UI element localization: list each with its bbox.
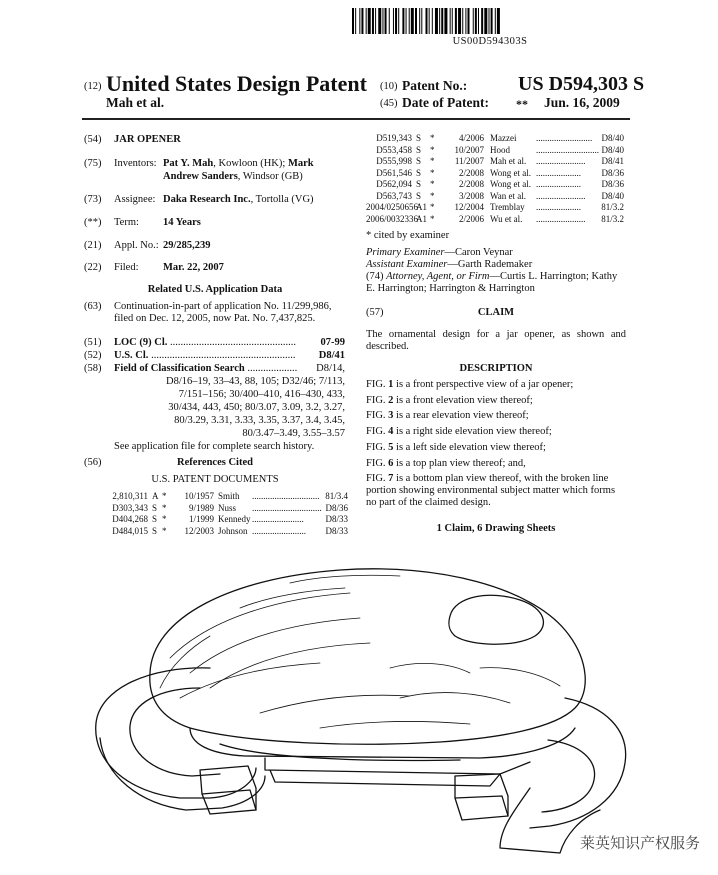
appl-no-label: Appl. No.: (114, 240, 159, 251)
right-ref-star: * (430, 144, 435, 155)
right-ref-date: 2/2006 (458, 213, 484, 224)
assistant-examiner-label: Assistant Examiner (366, 259, 448, 270)
right-ref-name: Wong et al. (490, 167, 532, 178)
fig-description-6 (366, 457, 526, 470)
fig-7-line-2: portion showing environmental subject matter which forms (366, 485, 616, 496)
right-ref-date: 3/2008 (458, 190, 484, 201)
right-ref-cls: 81/3.2 (601, 213, 624, 224)
inventors-line-1 (163, 157, 314, 170)
left-ref-name: Nuss (218, 502, 237, 513)
right-ref-kind: A1 (416, 213, 427, 224)
right-ref-dots: ......................... (536, 133, 593, 143)
left-ref-dots: ....................... (252, 514, 304, 524)
inventors-short: Mah et al. (106, 95, 165, 110)
field-58-code: (58) (84, 363, 102, 374)
fig-post: is a front perspective view of a jar opener; (393, 379, 574, 390)
attorney-line-2: E. Harrington; Harrington & Harrington (366, 283, 535, 294)
right-ref-cls: D8/40 (601, 190, 624, 201)
right-ref-date: 10/2007 (454, 144, 484, 155)
field-57-code: (57) (366, 307, 384, 318)
header-rule (82, 118, 630, 120)
body-dome (150, 569, 585, 744)
right-handle-inner (542, 740, 595, 812)
right-ref-dots: .................... (536, 179, 581, 189)
inventor-2-first-name: Mark (287, 158, 314, 169)
fig-pre: FIG. (366, 457, 389, 469)
fig-description-1 (366, 378, 573, 391)
title-jar-opener: JAR OPENER (114, 134, 181, 145)
watermark-text: 莱英知识产权服务 (579, 834, 700, 852)
right-ref-star: * (430, 213, 435, 224)
fig-description-4 (366, 425, 552, 438)
left-ref-cls: D8/33 (325, 525, 348, 536)
right-ref-kind: A1 (416, 202, 427, 212)
field-21-code: (21) (84, 240, 102, 251)
right-ref-dots: ...................... (536, 190, 586, 201)
continuation-line-1: Continuation-in-part of application No. 11/299,986, (114, 301, 332, 312)
fig-pre: FIG. (366, 441, 389, 453)
barcode-number: US00D594303S (452, 36, 528, 47)
left-ref-no: D303,343 (112, 502, 148, 513)
field-search-line-4: 80/3.29, 3.31, 3.33, 3.35, 3.37, 3.4, 3.45, (174, 415, 345, 426)
left-ref-cls: D8/36 (325, 502, 348, 513)
right-ref-star: * (430, 167, 435, 178)
left-ref-star: * (162, 502, 167, 513)
date-label: Date of Patent: (402, 95, 489, 110)
right-ref-no: D519,343 (376, 133, 412, 143)
patent-date: Jun. 16, 2009 (544, 95, 620, 110)
loc-value: 07-99 (320, 337, 345, 348)
left-ref-name: Johnson (218, 525, 248, 536)
right-ref-kind: S (416, 133, 422, 143)
left-ref-kind: S (152, 525, 158, 536)
right-ref-kind: S (416, 144, 422, 155)
fig-post: is a top plan view thereof; and, (393, 457, 526, 469)
field-56-code: (56) (84, 457, 102, 468)
attorney-code: (74) (366, 271, 384, 282)
right-ref-date: 2/2008 (458, 167, 484, 178)
barcode (352, 8, 628, 34)
fig-description-3 (366, 409, 529, 422)
us-cl-label: U.S. Cl. (114, 350, 149, 361)
right-ref-no: D563,743 (376, 190, 412, 201)
dome-shading-lines (160, 575, 560, 728)
term-value: 14 Years (163, 217, 201, 228)
references-heading: References Cited (177, 457, 253, 468)
right-ref-no: 2006/0032336 (366, 213, 419, 224)
claim-text-line-1: The ornamental design for a jar opener, as shown and (366, 329, 626, 340)
right-ref-star: * (430, 156, 435, 166)
left-ref-kind: S (152, 502, 158, 513)
fig-7-prefix: FIG. (366, 473, 389, 484)
left-ref-dots: ............................... (252, 502, 322, 513)
code-10: (10) (380, 81, 398, 92)
loc-dots: ................................................ (170, 337, 296, 348)
fig-description-5 (366, 441, 546, 454)
fig-pre: FIG. (366, 410, 389, 422)
claim-text-line-2: described. (366, 341, 409, 352)
right-ref-kind: S (416, 156, 422, 166)
right-ref-date: 4/2006 (458, 133, 484, 143)
left-ref-date: 12/2003 (184, 525, 214, 536)
fig-n: 4 (388, 426, 394, 438)
left-ref-cls: D8/33 (325, 514, 348, 524)
loc-label: LOC (9) Cl. (114, 337, 168, 348)
patent-type-title: United States Design Patent (106, 71, 367, 96)
left-ref-dots: .............................. (252, 491, 320, 501)
right-ref-dots: ...................... (536, 156, 586, 166)
field-search-label: Field of Classification Search (114, 363, 245, 374)
claim-heading: CLAIM (477, 307, 515, 318)
left-ref-cls: 81/3.4 (325, 491, 348, 501)
search-history-note: See application file for complete search history. (114, 441, 315, 452)
field-75-code: (75) (84, 158, 102, 169)
right-ref-cls: D8/36 (601, 167, 624, 178)
fig-pre: FIG. (366, 379, 389, 390)
right-ref-name: Wong et al. (490, 179, 532, 189)
us-cl-dots: ....................................................... (151, 350, 296, 361)
right-ref-name: Wan et al. (490, 190, 527, 201)
right-ref-kind: S (416, 167, 422, 178)
us-patent-documents-heading: U.S. PATENT DOCUMENTS (151, 474, 279, 485)
assignee-label: Assignee: (114, 194, 156, 205)
right-ref-date: 11/2007 (454, 156, 484, 166)
fig-7-line-3: no part of the claimed design. (366, 497, 491, 508)
field-search-line-1: D8/16–19, 33–43, 88, 105; D32/46; 7/113, (166, 376, 345, 387)
field-of-search (114, 362, 345, 375)
right-ref-name: Mazzei (490, 133, 517, 143)
right-ref-name: Wu et al. (490, 213, 523, 224)
fig-n: 5 (388, 441, 394, 453)
code-45: (45) (380, 98, 398, 109)
right-ref-no: D553,458 (376, 144, 412, 155)
assignee-location: , Tortolla (VG) (250, 194, 314, 205)
field-73-code: (73) (84, 194, 102, 205)
right-ref-dots: ...................... (536, 213, 586, 224)
right-ref-star: * (430, 133, 435, 143)
field-search-line-2: 7/151–156; 30/400–410, 416–430, 433, (178, 389, 345, 400)
assignee-name: Daka Research Inc. (163, 194, 251, 205)
left-ref-no: D484,015 (112, 525, 148, 536)
fig-pre: FIG. (366, 426, 389, 438)
fig-n: 1 (388, 379, 394, 390)
right-ref-no: 2004/0250656 (366, 202, 419, 212)
field-54-code: (54) (84, 134, 102, 145)
fig-n: 3 (388, 410, 394, 422)
inventor-1-name: Pat Y. Mah (163, 158, 214, 169)
fig-post: is a rear elevation view thereof; (393, 410, 529, 422)
fig-n: 6 (388, 457, 394, 469)
term-label: Term: (114, 217, 139, 228)
code-12: (12) (84, 81, 102, 92)
right-handle-outline (530, 698, 626, 828)
right-ref-name: Mah et al. (490, 156, 527, 166)
field-52-code: (52) (84, 350, 102, 361)
right-ref-kind: S (416, 190, 422, 201)
left-ref-date: 9/1989 (188, 502, 214, 513)
filed-label: Filed: (114, 262, 139, 273)
inventors-label: Inventors: (114, 158, 157, 169)
right-ref-dots: ............................ (536, 144, 599, 155)
left-ref-kind: A (152, 491, 159, 501)
right-ref-no: D555,998 (376, 156, 412, 166)
us-classification (114, 349, 345, 362)
patent-no-label: Patent No.: (402, 78, 468, 93)
left-ref-star: * (162, 491, 167, 501)
assignee-value (163, 193, 314, 206)
left-ref-date: 10/1957 (184, 491, 214, 501)
field-search-dots: ................... (247, 363, 298, 374)
description-heading: DESCRIPTION (459, 363, 533, 374)
left-ref-date: 1/1999 (188, 514, 214, 524)
right-ref-dots: .................... (536, 167, 581, 178)
continuation-line-2: filed on Dec. 12, 2005, now Pat. No. 7,437,825. (114, 313, 316, 324)
field-search-line-5: 80/3.47–3.49, 3.55–3.57 (242, 428, 345, 439)
right-ref-star: * (430, 179, 435, 189)
field-search-line-3: 30/434, 443, 450; 80/3.07, 3.09, 3.2, 3.27, (168, 402, 345, 413)
fig-post: is a right side elevation view thereof; (393, 426, 552, 438)
attorney-names: —Curtis L. Harrington; Kathy (489, 271, 618, 282)
related-data-heading: Related U.S. Application Data (147, 284, 283, 295)
right-ref-star: * (430, 190, 435, 201)
fig-n: 2 (388, 394, 394, 406)
term-code: (**) (84, 217, 102, 228)
right-ref-dots: .................... (536, 202, 581, 212)
field-22-code: (22) (84, 262, 102, 273)
right-ref-date: 2/2008 (458, 179, 484, 189)
right-ref-star: * (430, 202, 435, 212)
fig-description-2 (366, 394, 533, 407)
cited-by-examiner: * cited by examiner (366, 230, 450, 241)
right-ref-name: Hood (490, 144, 510, 155)
fig-pre: FIG. (366, 394, 389, 406)
jar-opener-drawing (60, 548, 640, 868)
patent-number: US D594,303 S (518, 73, 645, 95)
fig-7-number: 7 (388, 473, 394, 484)
left-ref-name: Kennedy (218, 514, 251, 524)
primary-examiner-name: —Caron Veynar (444, 247, 513, 258)
fig-post: is a left side elevation view thereof; (393, 441, 546, 453)
fig-post: is a front elevation view thereof; (393, 394, 533, 406)
date-marker: ** (516, 97, 528, 111)
right-ref-cls: D8/41 (601, 156, 624, 166)
left-ref-dots: ........................ (252, 525, 306, 536)
field-63-code: (63) (84, 301, 102, 312)
fig-7-text: is a bottom plan view thereof, with the broken line (393, 473, 609, 484)
right-ref-kind: S (416, 179, 422, 189)
right-ref-cls: 81/3.2 (601, 202, 624, 212)
inventor-2-name: Andrew Sanders (163, 171, 238, 182)
left-ref-star: * (162, 525, 167, 536)
right-ref-date: 12/2004 (454, 202, 484, 212)
us-cl-value: D8/41 (318, 350, 345, 361)
left-ref-no: D404,268 (112, 514, 148, 524)
left-ref-kind: S (152, 514, 158, 524)
right-ref-no: D561,546 (376, 167, 412, 178)
right-ref-cls: D8/40 (601, 133, 624, 143)
left-ref-star: * (162, 514, 167, 524)
appl-no-value: 29/285,239 (163, 240, 211, 251)
loc-classification (114, 336, 345, 349)
attorney-label: Attorney, Agent, or Firm (386, 271, 490, 282)
top-button (449, 595, 544, 644)
field-search-first: D8/14, (316, 363, 345, 374)
left-ref-no: 2,810,311 (112, 491, 148, 501)
field-51-code: (51) (84, 337, 102, 348)
right-ref-name: Tremblay (490, 202, 525, 212)
right-ref-no: D562,094 (376, 179, 412, 189)
assistant-examiner-name: —Garth Rademaker (447, 259, 533, 270)
inventor-2-location: , Windsor (GB) (237, 171, 303, 182)
primary-examiner-label: Primary Examiner (366, 247, 445, 258)
inventor-1-location: , Kowloon (HK); (213, 158, 288, 169)
filed-value: Mar. 22, 2007 (163, 262, 224, 273)
claims-sheets: 1 Claim, 6 Drawing Sheets (436, 523, 556, 534)
right-ref-cls: D8/40 (601, 144, 624, 155)
left-ref-name: Smith (218, 491, 240, 501)
right-ref-cls: D8/36 (601, 179, 624, 189)
inventors-line-2 (163, 170, 303, 183)
